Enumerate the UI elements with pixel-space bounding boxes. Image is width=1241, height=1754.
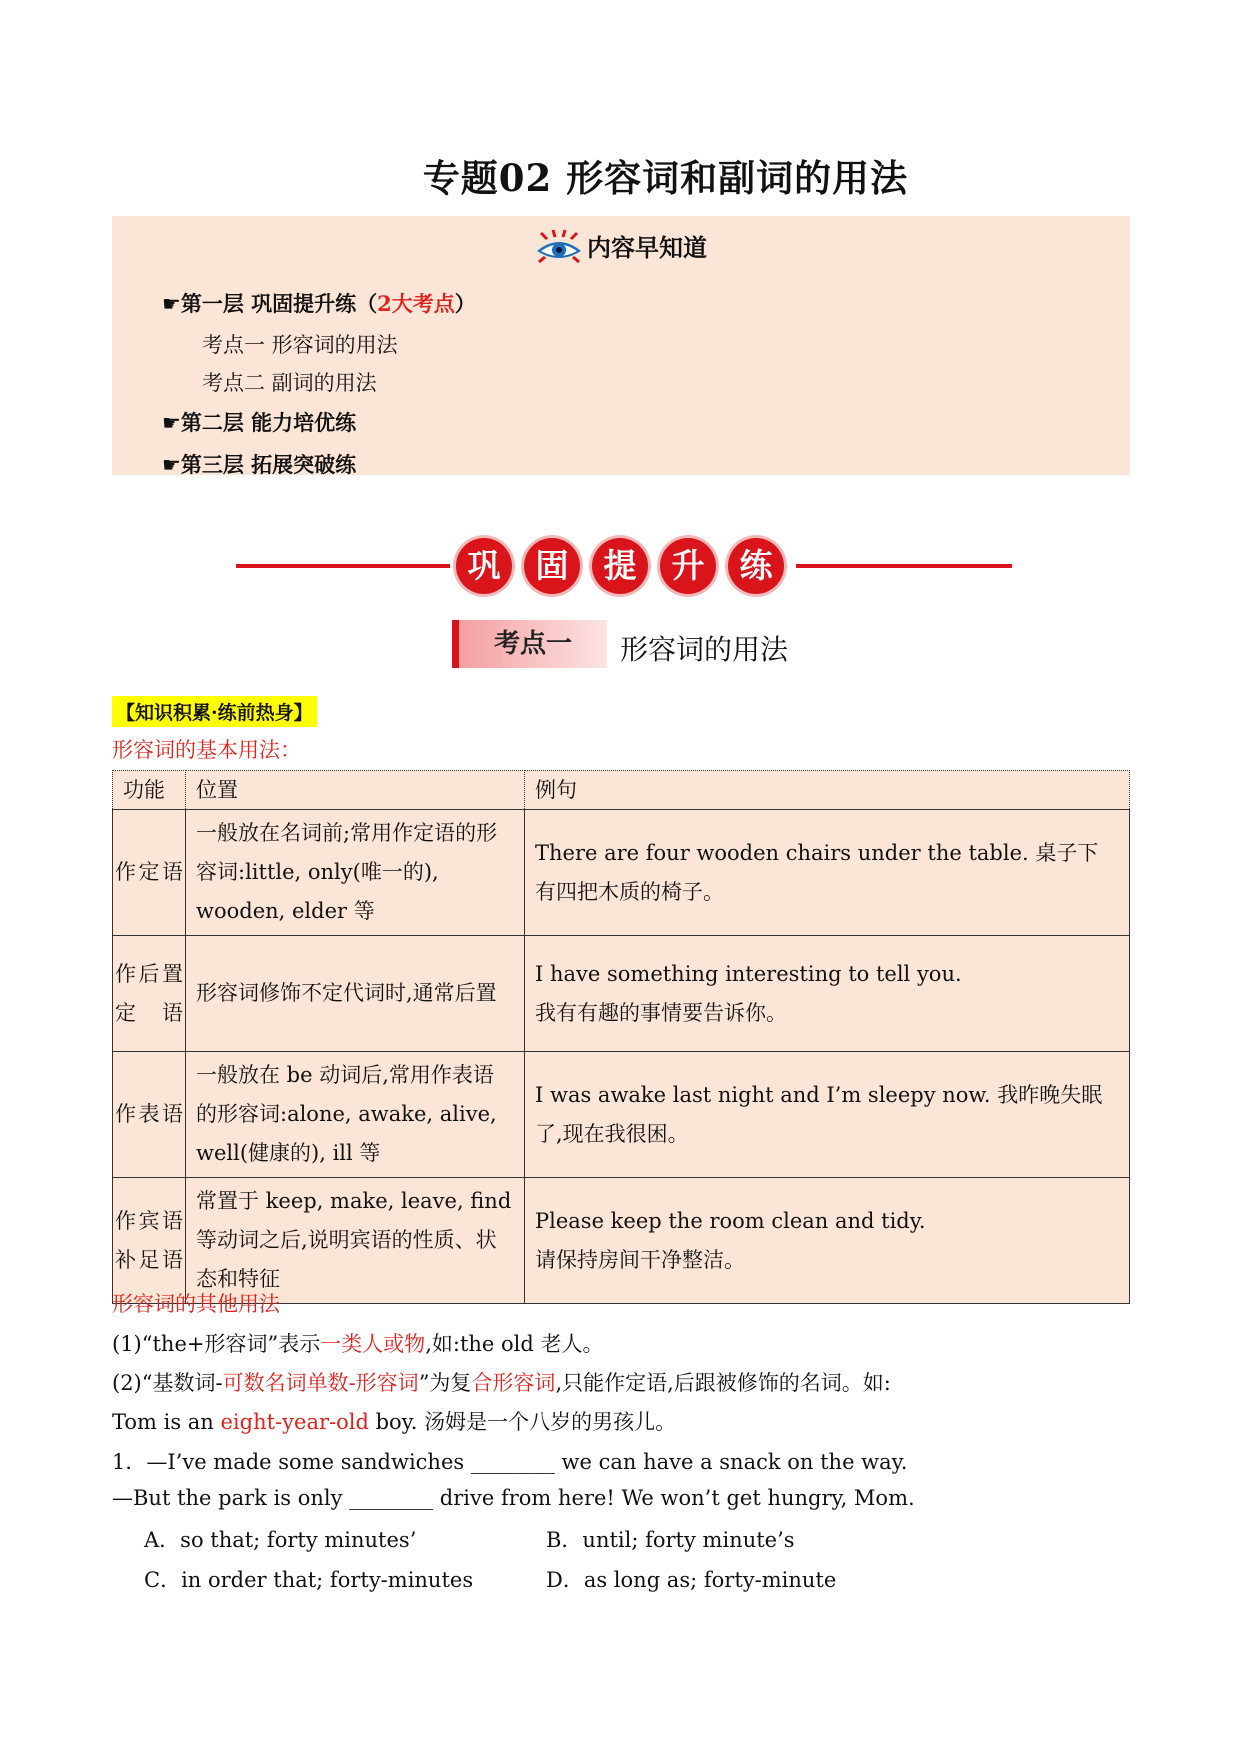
toc-item-2[interactable]: 考点二 副词的用法 (202, 371, 377, 395)
banner-char: 固 (524, 538, 580, 594)
eye-icon (535, 229, 583, 271)
toc-item-1[interactable]: 考点一 形容词的用法 (202, 333, 398, 357)
table-header-row (113, 771, 1130, 810)
section-banner (236, 538, 1012, 596)
toc-count: 2大考点 (377, 291, 455, 316)
section-tag: 考点一 (452, 620, 607, 668)
pointing-hand-icon: ☛ (162, 411, 181, 435)
cell-function: 作定语 (113, 810, 186, 936)
example-sentence: Tom is an eight-year-old boy. 汤姆是一个八岁的男孩儿。 (112, 1410, 677, 1434)
rule-1: (1)“the+形容词”表示一类人或物,如:the old 老人。 (112, 1332, 604, 1356)
option-a[interactable]: A．so that; forty minutes’ (144, 1528, 417, 1552)
question-1-line-2: —But the park is only ________ drive from here! We won’t get hungry, Mom. (112, 1486, 915, 1510)
banner-char: 升 (660, 538, 716, 594)
knowledge-label: 【知识积累·练前热身】 (112, 696, 317, 727)
header-function: 功能 (113, 771, 186, 810)
banner-rule-left (236, 564, 450, 568)
option-c[interactable]: C．in order that; forty-minutes (144, 1568, 474, 1592)
cell-function: 作宾语补足语 (113, 1178, 186, 1304)
table-row (113, 810, 1130, 936)
banner-char: 练 (728, 538, 784, 594)
example-chinese: 请保持房间干净整洁。 (535, 1247, 745, 1272)
section-title: 形容词的用法 (620, 633, 789, 666)
other-usage-heading: 形容词的其他用法 (112, 1292, 280, 1316)
contents-box (112, 216, 1130, 475)
page-title: 专题02 形容词和副词的用法 (422, 156, 909, 200)
option-d[interactable]: D．as long as; forty-minute (546, 1568, 837, 1592)
example-chinese: 我有有趣的事情要告诉你。 (535, 1000, 787, 1025)
example-english: Please keep the room clean and tidy. (535, 1208, 926, 1233)
banner-char: 巩 (456, 538, 512, 594)
cell-example (525, 1178, 1130, 1304)
pointing-hand-icon: ☛ (162, 453, 181, 477)
toc-layer-2[interactable]: ☛第二层 能力培优练 (162, 410, 357, 435)
header-position: 位置 (186, 771, 525, 810)
cell-function: 作表语 (113, 1052, 186, 1178)
cell-position: 一般放在名词前;常用作定语的形容词:little, only(唯一的), wooden, elder 等 (186, 810, 525, 936)
cell-example: I was awake last night and I’m sleepy now. 我昨晚失眠了,现在我很困。 (525, 1052, 1130, 1178)
option-b[interactable]: B．until; forty minute’s (546, 1528, 795, 1552)
usage-table (112, 770, 1130, 1304)
table-row (113, 1178, 1130, 1304)
question-1-line-1: 1．—I’ve made some sandwiches ________ we can have a snack on the way. (112, 1450, 908, 1474)
pointing-hand-icon: ☛ (162, 292, 181, 316)
cell-function: 作后置定语 (113, 936, 186, 1052)
example-english: I have something interesting to tell you. (535, 961, 962, 986)
banner-rule-right (796, 564, 1012, 568)
toc-layer-3[interactable]: ☛第三层 拓展突破练 (162, 452, 357, 477)
basic-usage-heading: 形容词的基本用法： (112, 738, 301, 762)
contents-heading (112, 228, 1130, 271)
cell-example: There are four wooden chairs under the table. 桌子下有四把木质的椅子。 (525, 810, 1130, 936)
cell-position: 一般放在 be 动词后,常用作表语的形容词:alone, awake, alive, well(健康的), ill 等 (186, 1052, 525, 1178)
table-row (113, 1052, 1130, 1178)
table-row (113, 936, 1130, 1052)
toc-layer-1[interactable]: ☛第一层 巩固提升练（2大考点） (162, 291, 476, 316)
contents-heading-text: 内容早知道 (587, 233, 707, 262)
header-example: 例句 (525, 771, 1130, 810)
cell-position: 形容词修饰不定代词时,通常后置 (186, 936, 525, 1052)
banner-char: 提 (592, 538, 648, 594)
cell-example (525, 936, 1130, 1052)
cell-position: 常置于 keep, make, leave, find 等动词之后,说明宾语的性质、状态和特征 (186, 1178, 525, 1304)
rule-2: (2)“基数词-可数名词单数-形容词”为复合形容词,只能作定语,后跟被修饰的名词。如: (112, 1371, 891, 1395)
